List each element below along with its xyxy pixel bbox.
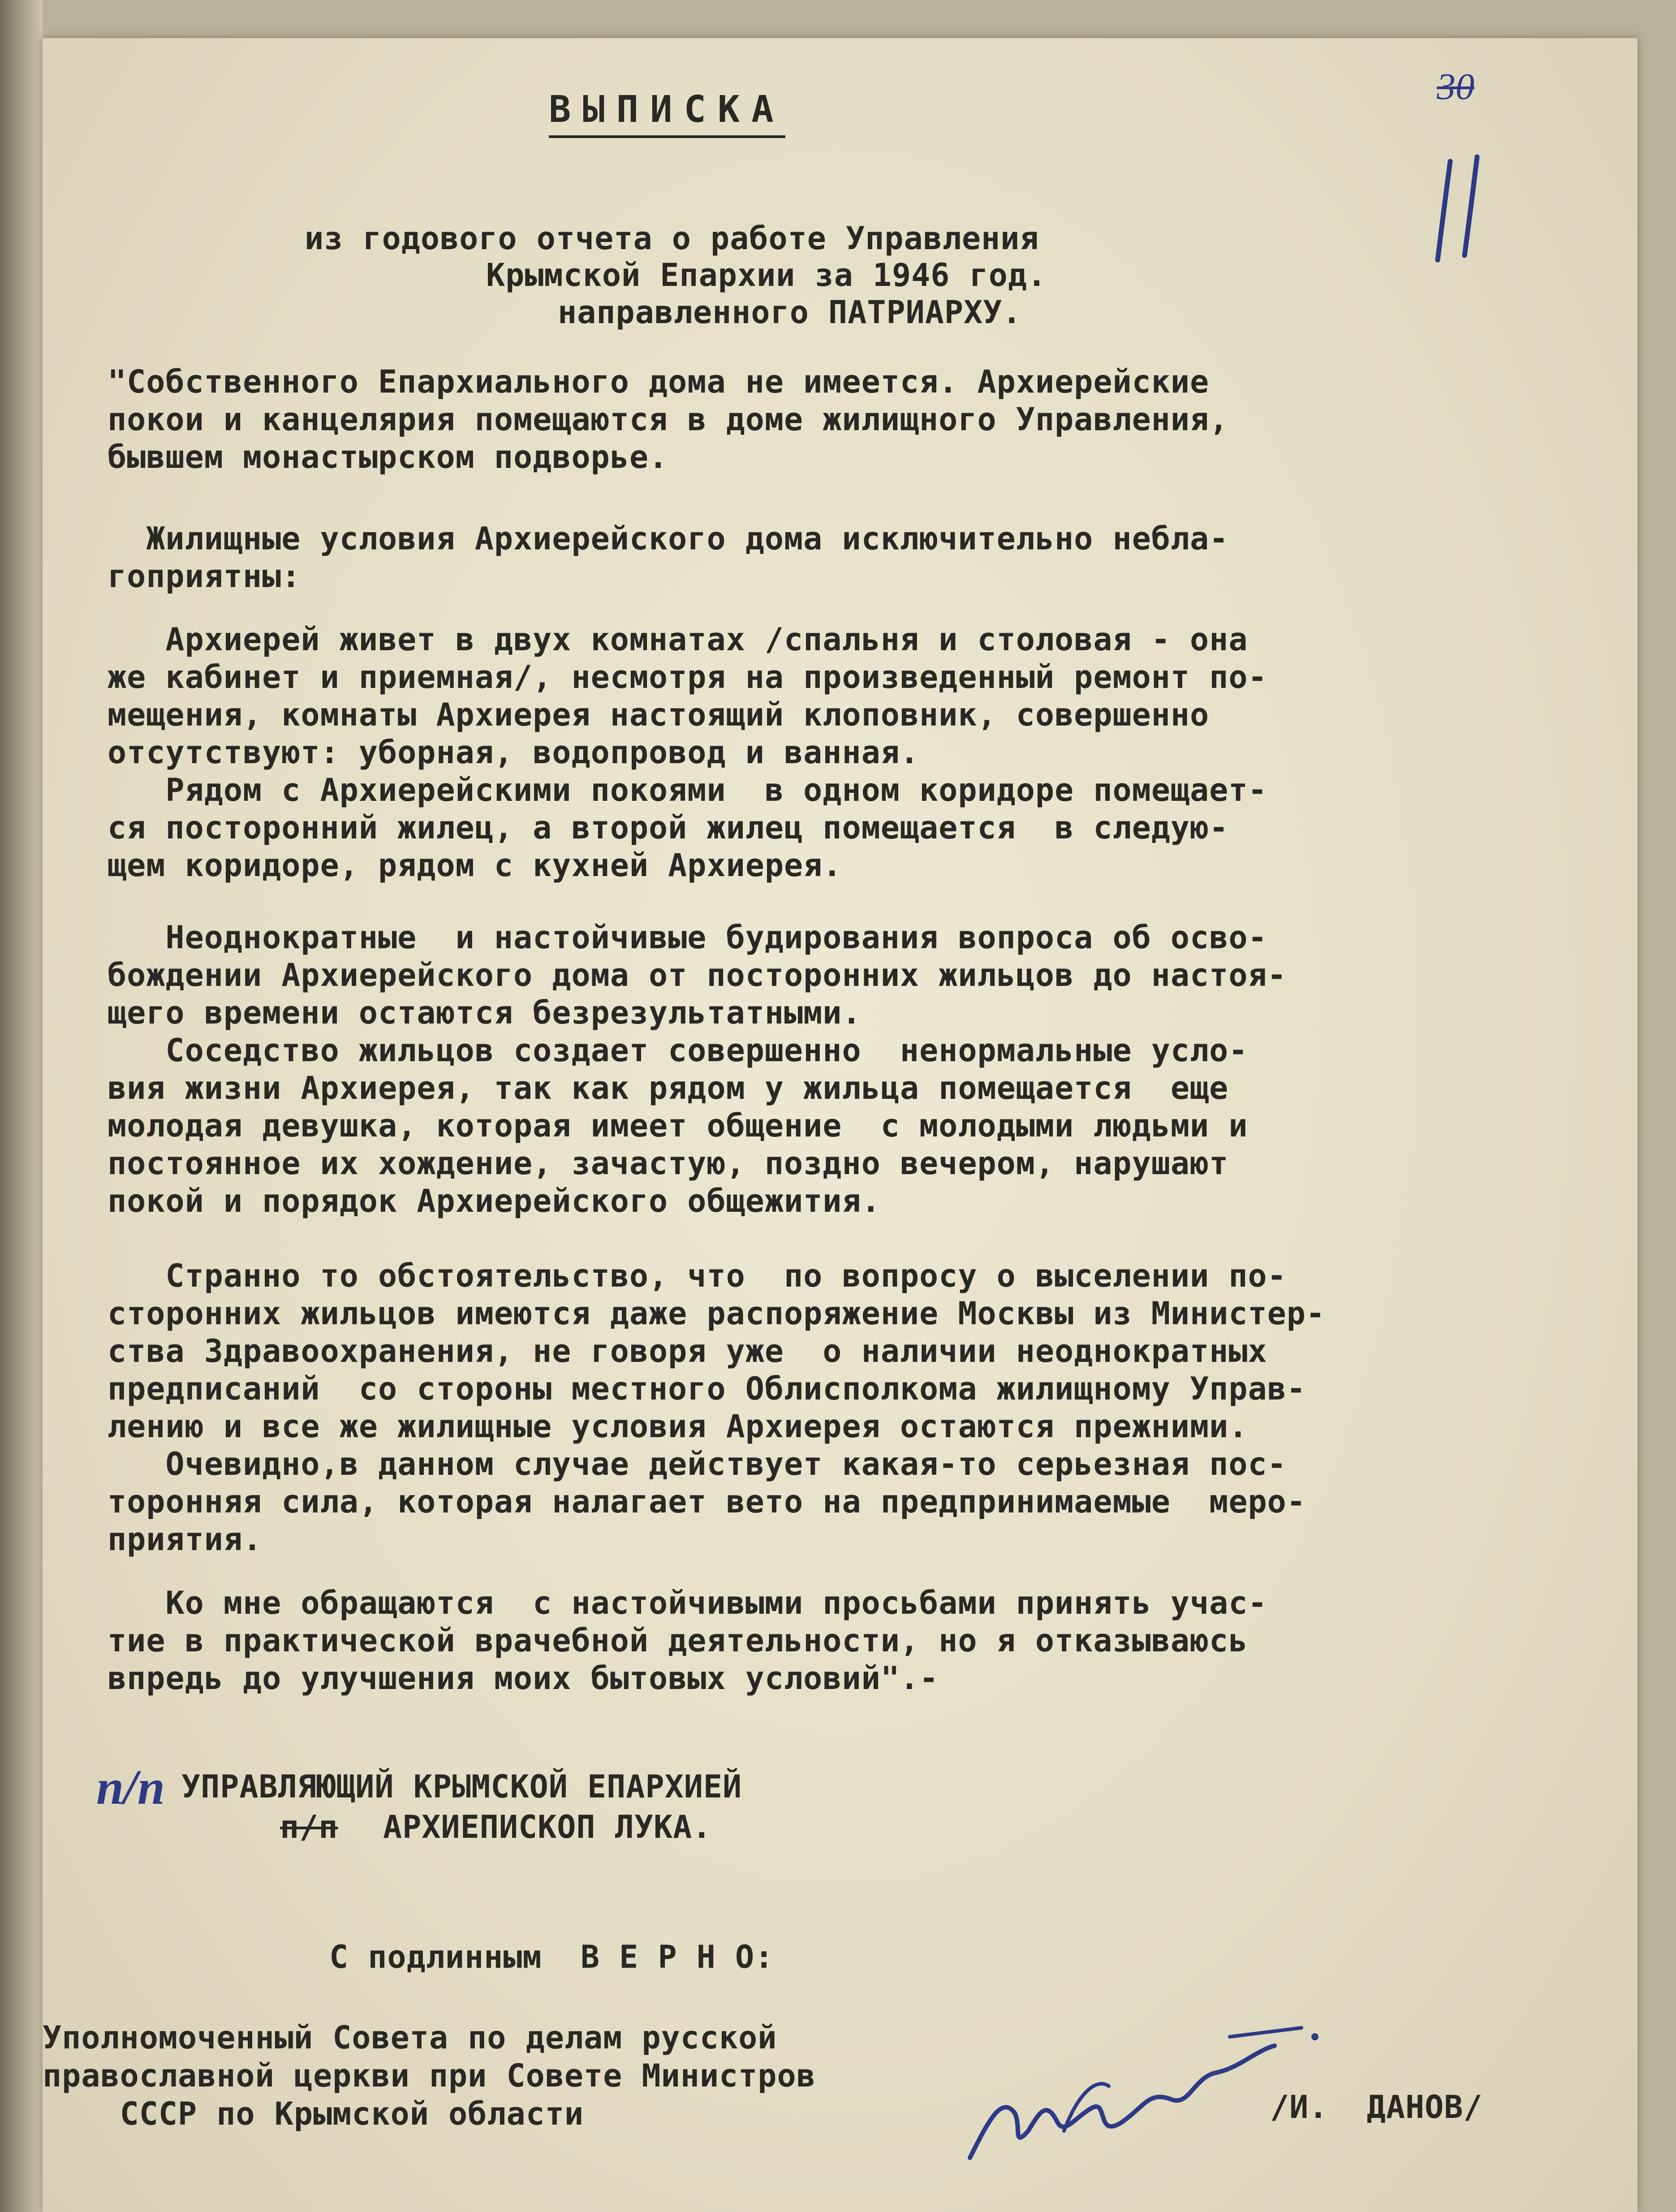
subtitle-line-1: из годового отчета о работе Управления (305, 220, 1039, 257)
paragraph-6: Ко мне обращаются с настойчивыми просьбами принять учас- тие в практической врачебной деятельности, но я отказываюсь впредь до улучшения моих бытовых условий".- (108, 1585, 1267, 1697)
binding-spine (0, 0, 43, 2212)
paragraph-4: Неоднократные и настойчивые будирования вопроса об осво- бождении Архиерейского дома от посторонних жильцов до настоя- щего времени остаются безрезультатными. Соседство жильцов создает совершенно ненормальные усло- вия жизни Архиерея, так как рядом у жильца помещается еще молодая девушка, которая имеет общение с молодыми людьми и постоянное их хождение, зачастую, поздно вечером, нарушают покой и порядок Архиерейского общежития. (108, 919, 1287, 1219)
signature-name: АРХИЕПИСКОП ЛУКА. (383, 1809, 712, 1845)
signature-title: УПРАВЛЯЮЩИЙ КРЫМСКОЙ ЕПАРХИЕЙ (181, 1768, 742, 1805)
official-name: /И. ДАНОВ/ (1270, 2089, 1483, 2126)
official-line-2: православной церкви при Совете Министров (43, 2057, 816, 2094)
handwritten-mark (1427, 152, 1494, 269)
paragraph-3: Архиерей живет в двух комнатах /спальня и столовая - она же кабинет и приемная/, несмотря на произведенный ремонт по- мещения, комнаты Архиерея настоящий клоповник, совершенно отсутствуют: уборная, водопровод и ванная. Рядом с Архиерейскими покоями в одном коридоре помещает- ся посторонний жилец, а второй жилец помещается в следую- щем коридоре, рядом с кухней Архиерея. (108, 621, 1267, 884)
signature-pp-struck: п/п (280, 1809, 338, 1845)
paragraph-5: Странно то обстоятельство, что по вопросу о выселении по- сторонних жильцов имеются даже распоряжение Москвы из Министер- ства Здравоохранения, не говоря уже о наличии неоднократных предписаний со стороны местного Облисполкома жилищному Управ- лению и все же жилищные условия Архиерея остаются прежними. Очевидно,в данном случае действует какая-то серьезная пос- торонняя сила, которая налагает вето на предпринимаемые меро- приятия. (108, 1257, 1326, 1558)
official-line-1: Уполномоченный Совета по делам русской (43, 2019, 777, 2056)
paragraph-2: Жилищные условия Архиерейского дома исключительно небла- гоприятны: (108, 520, 1229, 595)
subtitle-line-2: Крымской Епархии за 1946 год. (486, 257, 1047, 294)
official-line-3: СССР по Крымской области (43, 2095, 584, 2132)
folio-number: 30 (1437, 66, 1474, 108)
document-page (43, 38, 1637, 2212)
certification-text: С подлинным В Е Р Н О: (329, 1939, 774, 1975)
document-title: ВЫПИСКА (549, 88, 785, 138)
handwritten-pp: п/п (96, 1760, 165, 1815)
paragraph-1: "Собственного Епархиального дома не имеется. Архиерейские покои и канцелярия помещаются в доме жилищного Управления, бывшем монастырском подворье. (108, 363, 1229, 475)
subtitle-line-3: направленного ПАТРИАРХУ. (558, 294, 1022, 331)
